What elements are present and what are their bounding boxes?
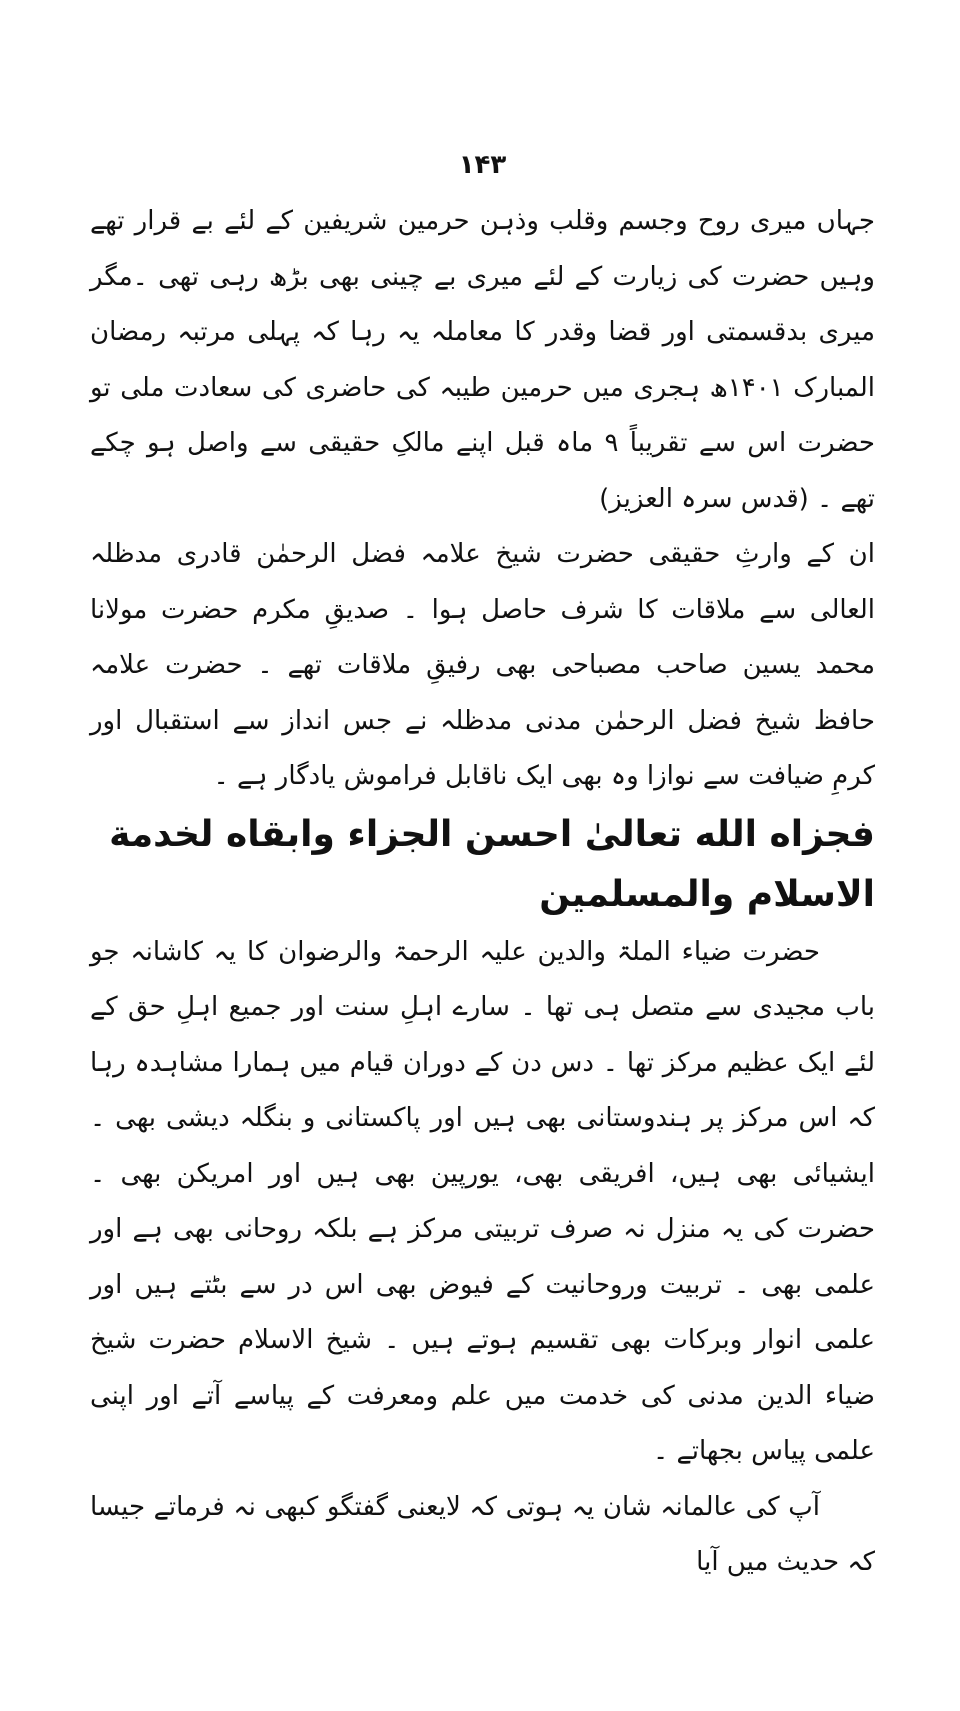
arabic-prayer-line-2: الاسلام والمسلمين — [539, 873, 875, 915]
paragraph-center-of-ahl-e-sunnat: حضرت ضیاء الملۃ والدین علیہ الرحمۃ والرضوان کا یہ کاشانہ جو باب مجیدی سے متصل ہی تھا ۔ سارے اہلِ سنت اور جمیع اہلِ حق کے لئے ایک عظیم مرکز تھا ۔ دس دن کے دوران قیام میں ہمارا مشاہدہ رہا کہ اس مرکز پر ہندوستانی بھی ہیں اور پاکستانی و بنگلہ دیشی بھی ۔ ایشیائی بھی ہیں، افریقی بھی، یورپین بھی ہیں اور امریکن بھی ۔ حضرت کی یہ منزل نہ صرف تربیتی مرکز ہے بلکہ روحانی بھی ہے اور علمی بھی ۔ تربیت وروحانیت کے فیوض بھی اس در سے بٹتے ہیں اور علمی انوار وبرکات بھی تقسیم ہوتے ہیں ۔ شیخ الاسلام حضرت شیخ ضیاء الدین مدنی کی خدمت میں علم ومعرفت کے پیاسے آتے اور اپنی علمی پیاس بجھاتے ۔ — [90, 936, 875, 1466]
paragraph-meeting-successor: ان کے وارثِ حقیقی حضرت شیخ علامہ فضل الرحمٰن قادری مدظلہ العالی سے ملاقات کا شرف حاصل ہوا ۔ صدیقِ مکرم حضرت مولانا محمد یسین صاحب مصباحی بھی رفیقِ ملاقات تھے ۔ حضرت علامہ حافظ شیخ فضل الرحمٰن مدنی مدظلہ نے جس انداز سے استقبال اور کرمِ ضیافت سے نوازا وہ بھی ایک ناقابل فراموش یادگار ہے ۔ — [90, 539, 875, 791]
arabic-prayer-line-1: فجزاه الله تعالىٰ احسن الجزاء وابقاه لخدمة — [109, 813, 875, 855]
paragraph-longing-for-harmain: جہاں میری روح وجسم وقلب وذہن حرمین شریفین کے لئے بے قرار تھے وہیں حضرت کی زیارت کے لئے میری بے چینی بھی بڑھ رہی تھی ۔مگر میری بدقسمتی اور قضا وقدر کا معاملہ یہ رہا کہ پہلی مرتبہ رمضان المبارک ۱۴۰۱ھ ہجری میں حرمین طیبہ کی حاضری کی سعادت ملی تو حضرت اس سے تقریباً ۹ ماہ قبل اپنے مالکِ حقیقی سے واصل ہو چکے تھے ۔ (قدس سرہ العزیز) — [90, 206, 875, 514]
arabic-prayer — [90, 805, 875, 925]
page-number: ۱۴۳ — [458, 150, 507, 180]
paragraph-scholarly-conduct: آپ کی عالمانہ شان یہ ہوتی کہ لایعنی گفتگو کبھی نہ فرماتے جیسا کہ حدیث میں آیا — [90, 1491, 875, 1577]
